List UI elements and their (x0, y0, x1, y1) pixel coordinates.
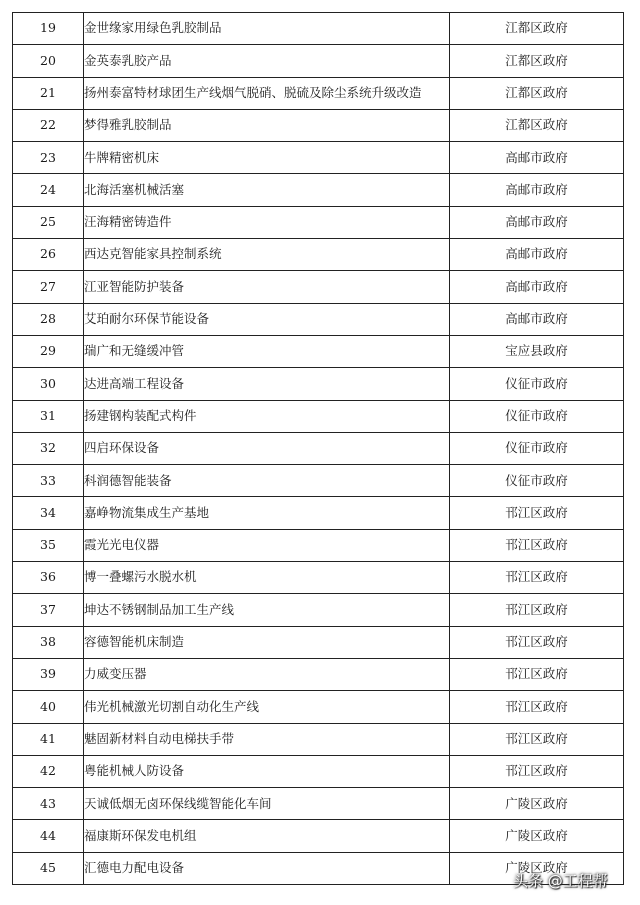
table-row (13, 755, 624, 787)
responsible-department: 邗江区政府 (450, 529, 624, 561)
responsible-department: 邗江区政府 (450, 658, 624, 690)
project-name: 四启环保设备 (84, 432, 450, 464)
row-number: 45 (13, 852, 84, 884)
responsible-department: 江都区政府 (450, 77, 624, 109)
responsible-department: 高邮市政府 (450, 142, 624, 174)
responsible-department: 高邮市政府 (450, 271, 624, 303)
project-name: 扬建钢构装配式构件 (84, 400, 450, 432)
responsible-department: 邗江区政府 (450, 497, 624, 529)
row-number: 33 (13, 465, 84, 497)
table-row (13, 239, 624, 271)
project-name: 天诚低烟无卤环保线缆智能化车间 (84, 788, 450, 820)
table-row (13, 562, 624, 594)
responsible-department: 江都区政府 (450, 109, 624, 141)
responsible-department: 邗江区政府 (450, 755, 624, 787)
table-row (13, 174, 624, 206)
project-name: 汇德电力配电设备 (84, 852, 450, 884)
project-name: 艾珀耐尔环保节能设备 (84, 303, 450, 335)
responsible-department: 江都区政府 (450, 13, 624, 45)
responsible-department: 高邮市政府 (450, 303, 624, 335)
table-row (13, 142, 624, 174)
responsible-department: 邗江区政府 (450, 723, 624, 755)
responsible-department: 江都区政府 (450, 45, 624, 77)
project-name: 坤达不锈钢制品加工生产线 (84, 594, 450, 626)
project-name: 扬州泰富特材球团生产线烟气脱硝、脱硫及除尘系统升级改造 (84, 77, 450, 109)
row-number: 19 (13, 13, 84, 45)
table-row (13, 109, 624, 141)
row-number: 40 (13, 691, 84, 723)
table-row (13, 13, 624, 45)
responsible-department: 仪征市政府 (450, 368, 624, 400)
project-table (12, 12, 624, 885)
responsible-department: 邗江区政府 (450, 562, 624, 594)
project-name: 嘉峥物流集成生产基地 (84, 497, 450, 529)
table-row (13, 594, 624, 626)
project-name: 科润德智能装备 (84, 465, 450, 497)
responsible-department: 广陵区政府 (450, 820, 624, 852)
table-row (13, 465, 624, 497)
row-number: 32 (13, 432, 84, 464)
project-name: 达进高端工程设备 (84, 368, 450, 400)
row-number: 26 (13, 239, 84, 271)
row-number: 38 (13, 626, 84, 658)
table-row (13, 497, 624, 529)
table-row (13, 303, 624, 335)
row-number: 21 (13, 77, 84, 109)
row-number: 42 (13, 755, 84, 787)
table-row (13, 529, 624, 561)
row-number: 34 (13, 497, 84, 529)
project-name: 牛牌精密机床 (84, 142, 450, 174)
responsible-department: 邗江区政府 (450, 691, 624, 723)
table-row (13, 820, 624, 852)
project-name: 梦得雅乳胶制品 (84, 109, 450, 141)
table-row (13, 626, 624, 658)
row-number: 25 (13, 206, 84, 238)
table-row (13, 723, 624, 755)
row-number: 35 (13, 529, 84, 561)
table-row (13, 45, 624, 77)
project-name: 魅固新材料自动电梯扶手带 (84, 723, 450, 755)
row-number: 23 (13, 142, 84, 174)
responsible-department: 广陵区政府 (450, 852, 624, 884)
responsible-department: 广陵区政府 (450, 788, 624, 820)
row-number: 24 (13, 174, 84, 206)
table-row (13, 400, 624, 432)
project-name: 力威变压器 (84, 658, 450, 690)
project-name: 瑞广和无缝缓冲管 (84, 335, 450, 367)
responsible-department: 邗江区政府 (450, 626, 624, 658)
row-number: 31 (13, 400, 84, 432)
watermark: 头条 @工程帮 (513, 872, 608, 890)
row-number: 28 (13, 303, 84, 335)
responsible-department: 高邮市政府 (450, 174, 624, 206)
row-number: 29 (13, 335, 84, 367)
responsible-department: 邗江区政府 (450, 594, 624, 626)
row-number: 20 (13, 45, 84, 77)
responsible-department: 仪征市政府 (450, 432, 624, 464)
row-number: 22 (13, 109, 84, 141)
table-row (13, 368, 624, 400)
row-number: 39 (13, 658, 84, 690)
responsible-department: 宝应县政府 (450, 335, 624, 367)
responsible-department: 高邮市政府 (450, 239, 624, 271)
project-name: 霞光光电仪器 (84, 529, 450, 561)
table-row (13, 788, 624, 820)
project-name: 汪海精密铸造件 (84, 206, 450, 238)
project-name: 金世缘家用绿色乳胶制品 (84, 13, 450, 45)
table-row (13, 271, 624, 303)
project-name: 西达克智能家具控制系统 (84, 239, 450, 271)
table-row (13, 691, 624, 723)
responsible-department: 仪征市政府 (450, 465, 624, 497)
table-row (13, 335, 624, 367)
table-row (13, 432, 624, 464)
project-name: 金英泰乳胶产品 (84, 45, 450, 77)
project-name: 粤能机械人防设备 (84, 755, 450, 787)
project-name: 北海活塞机械活塞 (84, 174, 450, 206)
row-number: 36 (13, 562, 84, 594)
table-row (13, 658, 624, 690)
row-number: 41 (13, 723, 84, 755)
row-number: 43 (13, 788, 84, 820)
row-number: 27 (13, 271, 84, 303)
project-name: 博一叠螺污水脱水机 (84, 562, 450, 594)
table-row (13, 206, 624, 238)
project-name: 容德智能机床制造 (84, 626, 450, 658)
row-number: 30 (13, 368, 84, 400)
project-name: 江亚智能防护装备 (84, 271, 450, 303)
project-name: 福康斯环保发电机组 (84, 820, 450, 852)
row-number: 44 (13, 820, 84, 852)
project-name: 伟光机械激光切割自动化生产线 (84, 691, 450, 723)
project-table-body (13, 13, 624, 885)
responsible-department: 高邮市政府 (450, 206, 624, 238)
row-number: 37 (13, 594, 84, 626)
responsible-department: 仪征市政府 (450, 400, 624, 432)
table-row (13, 77, 624, 109)
